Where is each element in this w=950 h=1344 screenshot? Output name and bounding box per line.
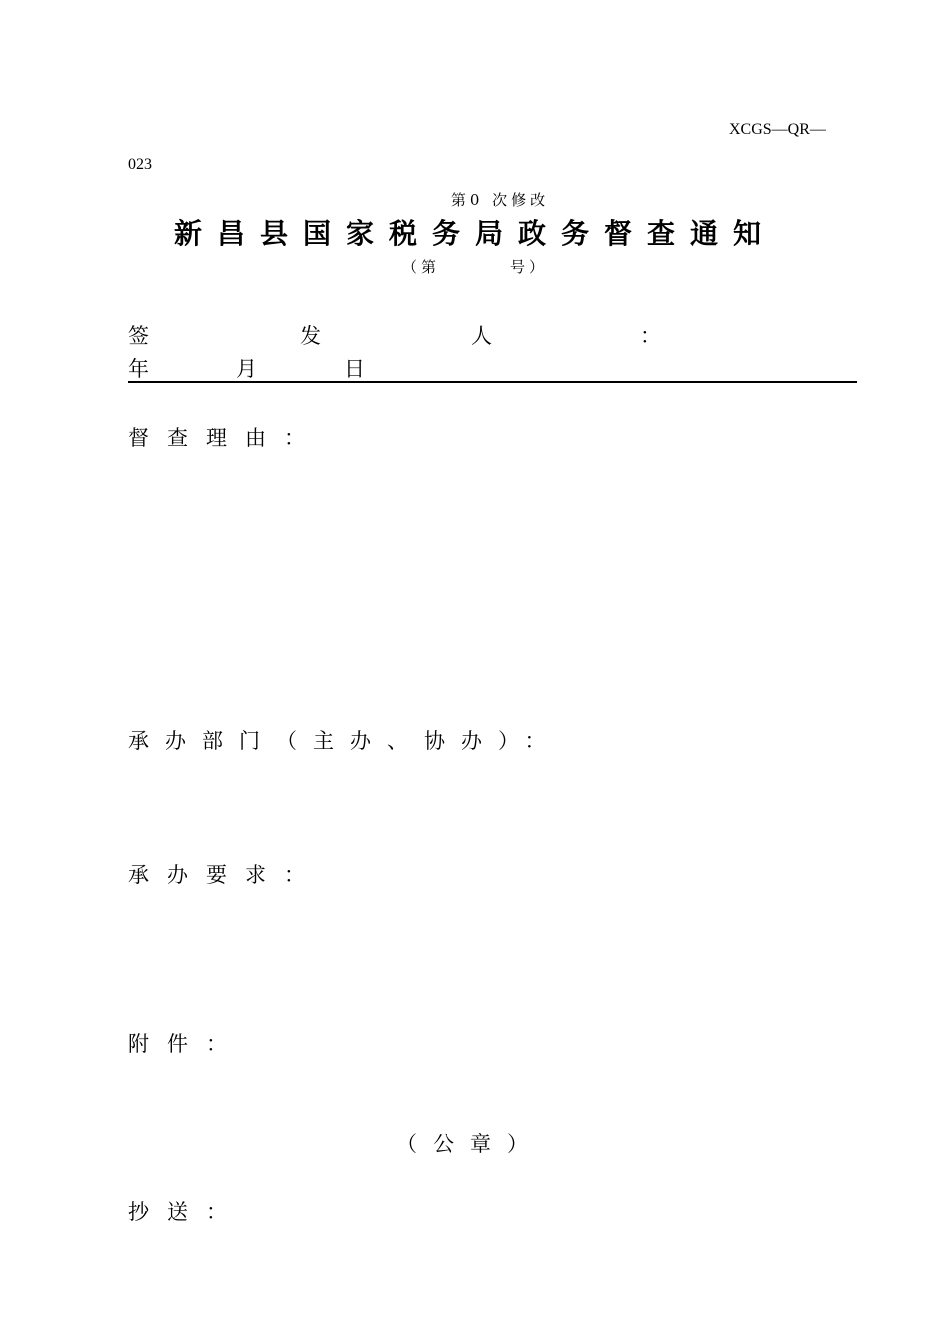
document-code-line-1: XCGS—QR— [729,121,826,138]
signer-char-1: 签 [128,324,149,348]
signer-char-3: 人 [471,324,492,348]
carbon-copy-label: 抄送： [128,1200,245,1224]
signer-row [128,320,668,348]
serial-number [0,256,950,277]
date-month: 月 [236,357,257,381]
handling-department-label: 承办部门（主办、协办）： [128,729,562,753]
signer-colon: ： [640,324,661,348]
header-divider [128,381,857,383]
serial-close: 号） [510,258,549,276]
date-row [128,353,428,381]
serial-open: （第 [401,258,440,276]
date-year: 年 [128,357,149,381]
document-code-line-2: 023 [128,156,152,173]
signer-char-2: 发 [300,324,321,348]
official-seal-label: （公章） [396,1132,544,1156]
date-day: 日 [344,357,365,381]
page-title: 新昌县国家税务局政务督查通知 [173,217,776,250]
attachment-label: 附件： [128,1032,245,1056]
supervision-reason-label: 督查理由： [128,426,323,450]
revision-note: 第0 次修改 [450,191,550,209]
handling-requirement-label: 承办要求： [128,863,323,887]
